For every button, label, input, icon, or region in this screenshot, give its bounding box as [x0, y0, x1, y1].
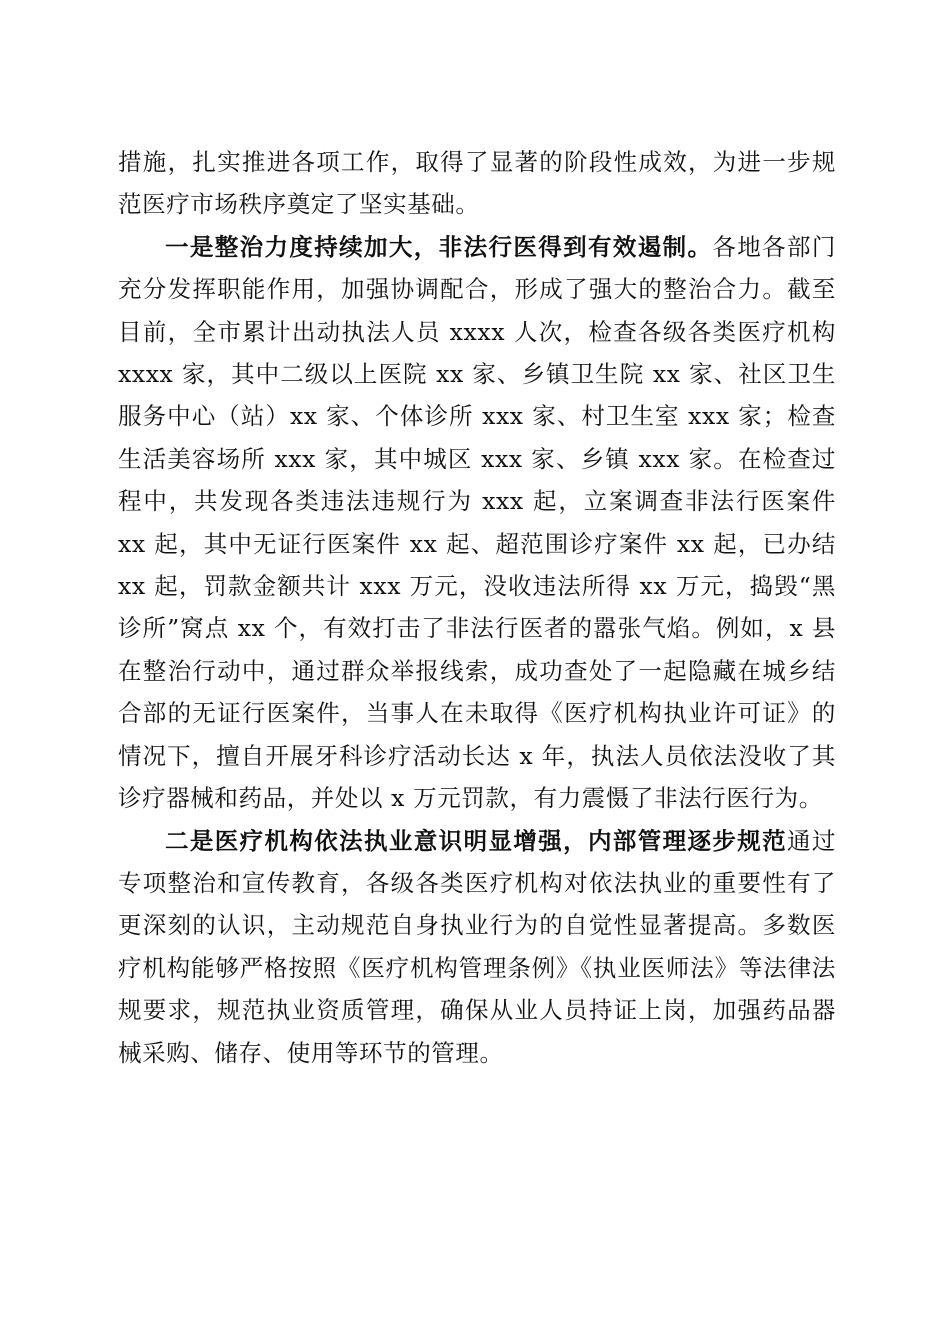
- paragraph-continuation: [118, 141, 836, 226]
- paragraph-text: 各地各部门充分发挥职能作用，加强协调配合，形成了强大的整治合力。截至目前，全市累计出动执法人员 xxxx 人次，检查各级各类医疗机构 xxxx 家，其中二级以上医院 xx 家、乡镇卫生院 xx 家、社区卫生服务中心（站）xx 家、个体诊所 xxx 家、村卫生室 xxx 家；检查生活美容场所 xxx 家，其中城区 xxx 家、乡镇 xxx 家。在检查过程中，共发现各类违法违规行为 xxx 起，立案调查非法行医案件 xx 起，其中无证行医案件 xx 起、超范围诊疗案件 xx 起，已办结 xx 起，罚款金额共计 xxx 万元，没收违法所得 xx 万元，捣毁“黑诊所”窝点 xx 个，有效打击了非法行医者的嚣张气焰。例如，x 县在整治行动中，通过群众举报线索，成功查处了一起隐藏在城乡结合部的无证行医案件，当事人在未取得《医疗机构执业许可证》的情况下，擅自开展牙科诊疗活动长达 x 年，执法人员依法没收了其诊疗器械和药品，并处以 x 万元罚款，有力震慑了非法行医行为。: [118, 232, 836, 813]
- paragraph-text: 措施，扎实推进各项工作，取得了显著的阶段性成效，为进一步规范医疗市场秩序奠定了坚实基础。: [118, 148, 836, 219]
- paragraph-compliance: [118, 820, 836, 1074]
- paragraph-lead: 一是整治力度持续加大，非法行医得到有效遏制。: [165, 232, 713, 261]
- paragraph-text: 通过专项整治和宣传教育，各级各类医疗机构对依法执业的重要性有了更深刻的认识，主动规范自身执业行为的自觉性显著提高。多数医疗机构能够严格按照《医疗机构管理条例》《执业医师法》等法律法规要求，规范执业资质管理，确保从业人员持证上岗，加强药品器械采购、储存、使用等环节的管理。: [118, 826, 836, 1067]
- paragraph-enforcement: [118, 226, 836, 820]
- paragraph-lead: 二是医疗机构依法执业意识明显增强，内部管理逐步规范: [165, 826, 788, 855]
- document-body: [118, 141, 836, 1074]
